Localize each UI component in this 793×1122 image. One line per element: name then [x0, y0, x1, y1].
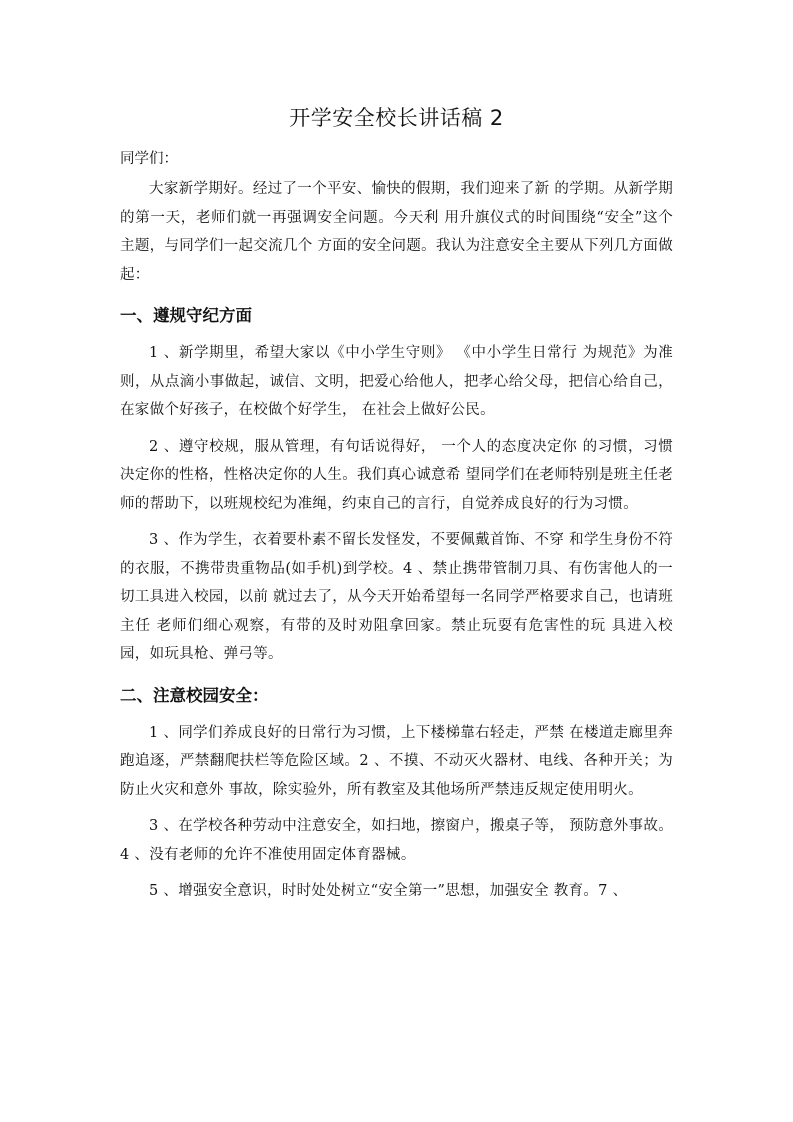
section-heading-campus-safety: 二、注意校园安全：	[120, 685, 269, 705]
paragraph: 1 、新学期里，希望大家以《中小学生守则》 《中小学生日常行 为规范》为准则，从点滴小事做起，诚信、文明，把爱心给他人，把孝心给父母，把信心给自己，在家做个好孩子，在校做个好学生， 在社会上做好公民。	[120, 345, 673, 418]
paragraph: 2 、遵守校规，服从管理，有句话说得好， 一个人的态度决定你 的习惯，习惯决定你的性格，性格决定你的人生。我们真心诚意希 望同学们在老师特别是班主任老师的帮助下，以班规校纪为准绳，约束自己的言行，自觉养成良好的行为习惯。	[120, 438, 673, 512]
document-title: 开学安全校长讲话稿 2	[289, 106, 504, 130]
paragraph: 5 、增强安全意识，时时处处树立“安全第一”思想，加强安全 教育。7 、	[149, 883, 628, 899]
paragraph: 1 、同学们养成良好的日常行为习惯，上下楼梯靠右轻走，严禁 在楼道走廊里奔跑追逐，严禁翻爬扶栏等危险区域。2 、不摸、不动灭火器材、电线、各种开关；为防止火灾和意外 事故，除实验外，所有教室及其他场所严禁违反规定使用明火。	[120, 724, 673, 798]
section-heading-discipline: 一、遵规守纪方面	[120, 306, 252, 325]
greeting: 同学们：	[120, 151, 178, 167]
paragraph: 3 、在学校各种劳动中注意安全，如扫地，擦窗户，搬桌子等， 预防意外事故。4 、没有老师的允许不准使用固定体育器械。	[120, 818, 673, 863]
paragraph: 3 、作为学生，衣着要朴素不留长发怪发，不要佩戴首饰、不穿 和学生身份不符的衣服，不携带贵重物品(如手机)到学校。4 、禁止携带管制刀具、有伤害他人的一切工具进入校园，以前 就过去了，从今天开始希望每一名同学严格要求自己，也请班主任 老师们细心观察，有带的及时劝阻拿回家。禁止玩耍有危害性的玩 具进入校园，如玩具枪、弹弓等。	[120, 532, 673, 662]
intro-paragraph: 大家新学期好。经过了一个平安、愉快的假期，我们迎来了新 的学期。从新学期的第一天，老师们就一再强调安全问题。今天利 用升旗仪式的时间围绕“安全”这个主题，与同学们一起交流几个 方面的安全问题。我认为注意安全主要从下列几方面做起：	[120, 181, 673, 283]
